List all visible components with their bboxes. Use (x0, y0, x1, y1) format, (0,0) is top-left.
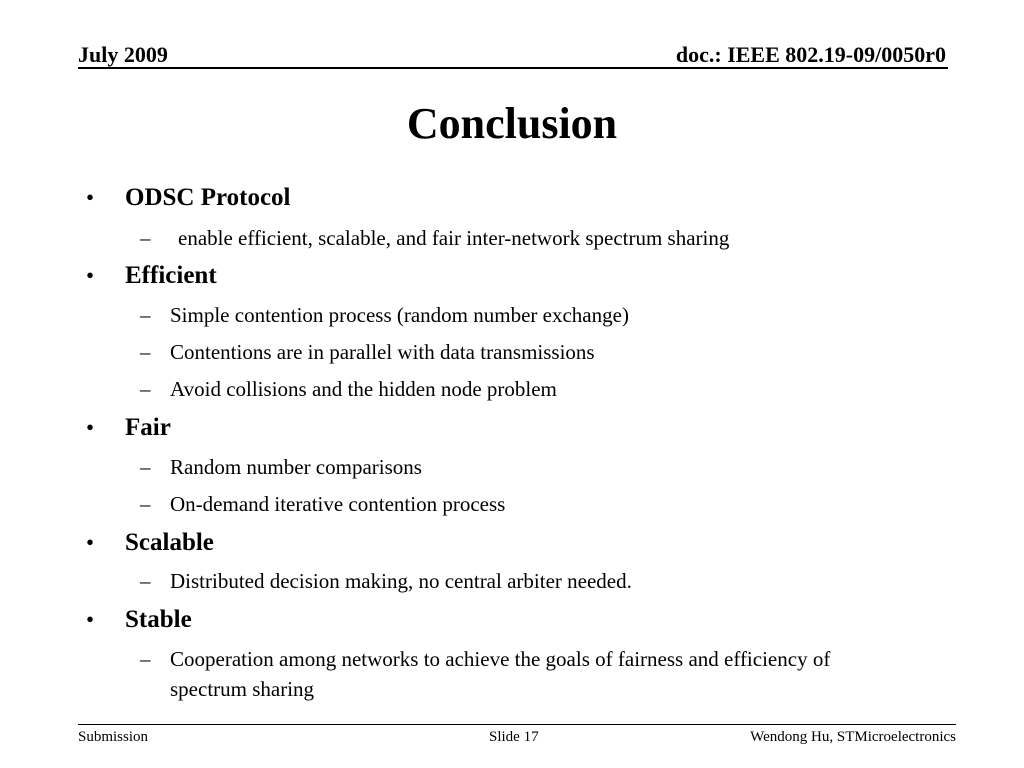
bullet-marker: • (86, 415, 95, 440)
sub-bullet-item: Simple contention process (random number exchange) (170, 303, 629, 327)
header-date: July 2009 (78, 42, 168, 67)
bullet-marker: • (86, 607, 95, 632)
bullet-odsc-protocol: ODSC Protocol (125, 184, 291, 211)
sub-bullet-item: Random number comparisons (170, 455, 422, 479)
dash-marker: – (140, 492, 151, 516)
dash-marker: – (140, 569, 151, 593)
footer-divider (78, 724, 956, 725)
footer-slide-number: Slide 17 (489, 729, 539, 745)
dash-marker: – (140, 647, 151, 671)
sub-bullet-item: Contentions are in parallel with data transmissions (170, 340, 595, 364)
bullet-fair: Fair (125, 414, 171, 441)
dash-marker: – (140, 303, 151, 327)
bullet-marker: • (86, 263, 95, 288)
footer-author: Wendong Hu, STMicroelectronics (750, 729, 956, 745)
bullet-efficient: Efficient (125, 262, 217, 289)
bullet-marker: • (86, 530, 95, 555)
dash-marker: – (140, 377, 151, 401)
dash-marker: – (140, 340, 151, 364)
sub-bullet-item: Cooperation among networks to achieve the goals of fairness and efficiency of spectrum sharing (170, 647, 831, 701)
sub-bullet-item: On-demand iterative contention process (170, 492, 506, 516)
header-doc-id: doc.: IEEE 802.19-09/0050r0 (675, 42, 946, 67)
sub-bullet-item: Avoid collisions and the hidden node problem (170, 377, 557, 401)
footer-submission: Submission (78, 729, 149, 745)
bullet-marker: • (86, 185, 95, 210)
dash-marker: – (140, 455, 151, 479)
sub-bullet-item: enable efficient, scalable, and fair inter-network spectrum sharing (178, 226, 730, 250)
sub-bullet-item: Distributed decision making, no central arbiter needed. (170, 569, 632, 593)
header-divider (78, 67, 948, 69)
bullet-scalable: Scalable (125, 529, 214, 556)
dash-marker: – (140, 226, 151, 250)
slide-title: Conclusion (406, 99, 618, 148)
bullet-stable: Stable (125, 606, 192, 633)
